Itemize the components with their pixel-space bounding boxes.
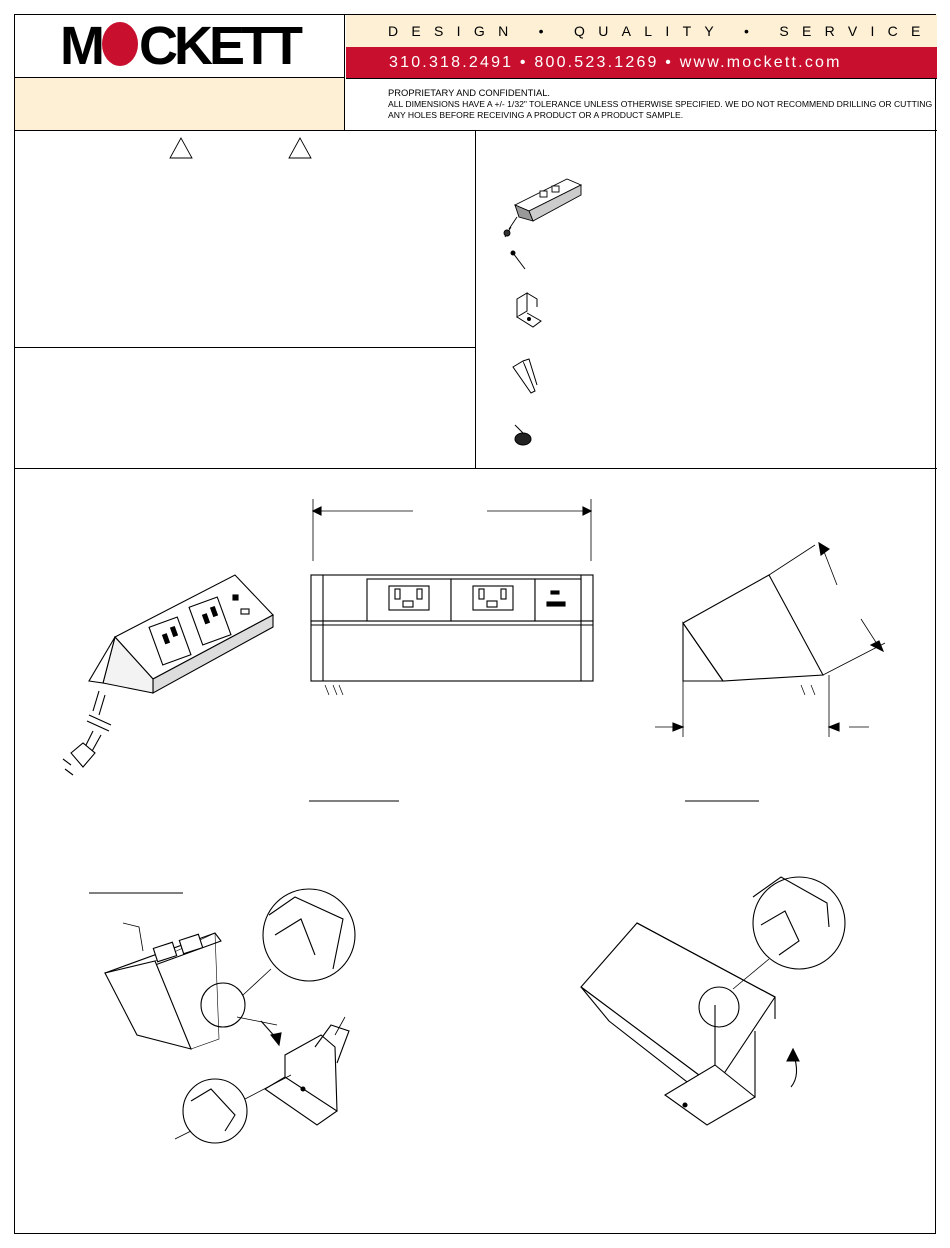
revision-triangle-2 — [289, 138, 311, 158]
part-icon-clip — [513, 359, 537, 393]
detail-installed-right — [581, 877, 845, 1125]
notice-body: ALL DIMENSIONS HAVE A +/- 1/32" TOLERANCE UNLESS OTHERWISE SPECIFIED. WE DO NOT RECOMMEND DRILLING OR CUTTING ANY HOLES BEFORE RECEIVING A PRODUCT OR A PRODUCT SAMPLE. — [388, 98, 933, 120]
side-view — [655, 543, 885, 801]
part-icon-clamp — [517, 293, 541, 327]
mockett-logo: M CKETT — [60, 16, 299, 76]
detail-install-left — [89, 889, 355, 1143]
part-icon-power-unit — [504, 179, 581, 237]
drawing-sheet — [14, 14, 936, 1234]
drawing-canvas — [15, 15, 937, 1235]
notice-title: PROPRIETARY AND CONFIDENTIAL. — [388, 87, 551, 98]
front-view — [309, 499, 593, 801]
tagline: DESIGN • QUALITY • SERVICE — [346, 15, 937, 47]
contact-bar: 310.318.2491 • 800.523.1269 • www.mockett.com — [346, 47, 937, 78]
revision-triangle-1 — [170, 138, 192, 158]
isometric-product-view — [63, 575, 273, 775]
part-icon-thumb-screw — [515, 425, 531, 445]
part-icon-screw — [511, 251, 525, 269]
